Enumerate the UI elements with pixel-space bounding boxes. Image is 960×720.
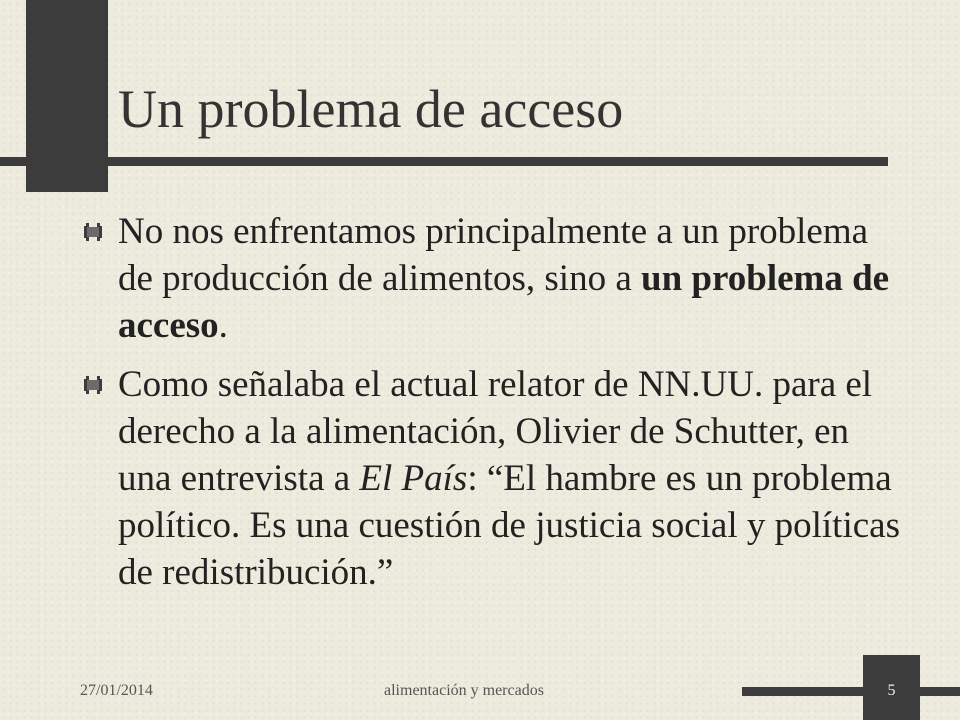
bullet-text-segment: : “El hambre es un problema político. Es una cuestión de justicia social y políticas de redistribución.” bbox=[118, 458, 900, 593]
decorative-title-rule bbox=[0, 157, 888, 166]
bullet-list bbox=[84, 208, 904, 608]
bullet-item bbox=[84, 361, 904, 596]
bullet-emphasis: un problema de acceso bbox=[118, 258, 890, 346]
page-number: 5 bbox=[887, 682, 896, 699]
square-bullet-icon bbox=[84, 376, 102, 394]
bullet-text-segment: . bbox=[218, 305, 228, 346]
bullet-emphasis: El País bbox=[359, 458, 468, 499]
decorative-footer-rule bbox=[742, 687, 960, 696]
bullet-text-segment: No nos enfrentamos principalmente a un problema de producción de alimentos, sino a bbox=[118, 211, 869, 299]
bullet-text-segment: Como señalaba el actual relator de NN.UU. para el derecho a la alimentación, Olivier de Schutter, en una entrevista a bbox=[118, 364, 873, 499]
bullet-text bbox=[118, 208, 904, 349]
bullet-text bbox=[118, 361, 904, 596]
square-bullet-icon bbox=[84, 223, 102, 241]
bullet-item bbox=[84, 208, 904, 349]
footer-topic: alimentación y mercados bbox=[384, 682, 544, 699]
footer-date: 27/01/2014 bbox=[80, 682, 153, 699]
slide-title: Un problema de acceso bbox=[118, 79, 624, 139]
